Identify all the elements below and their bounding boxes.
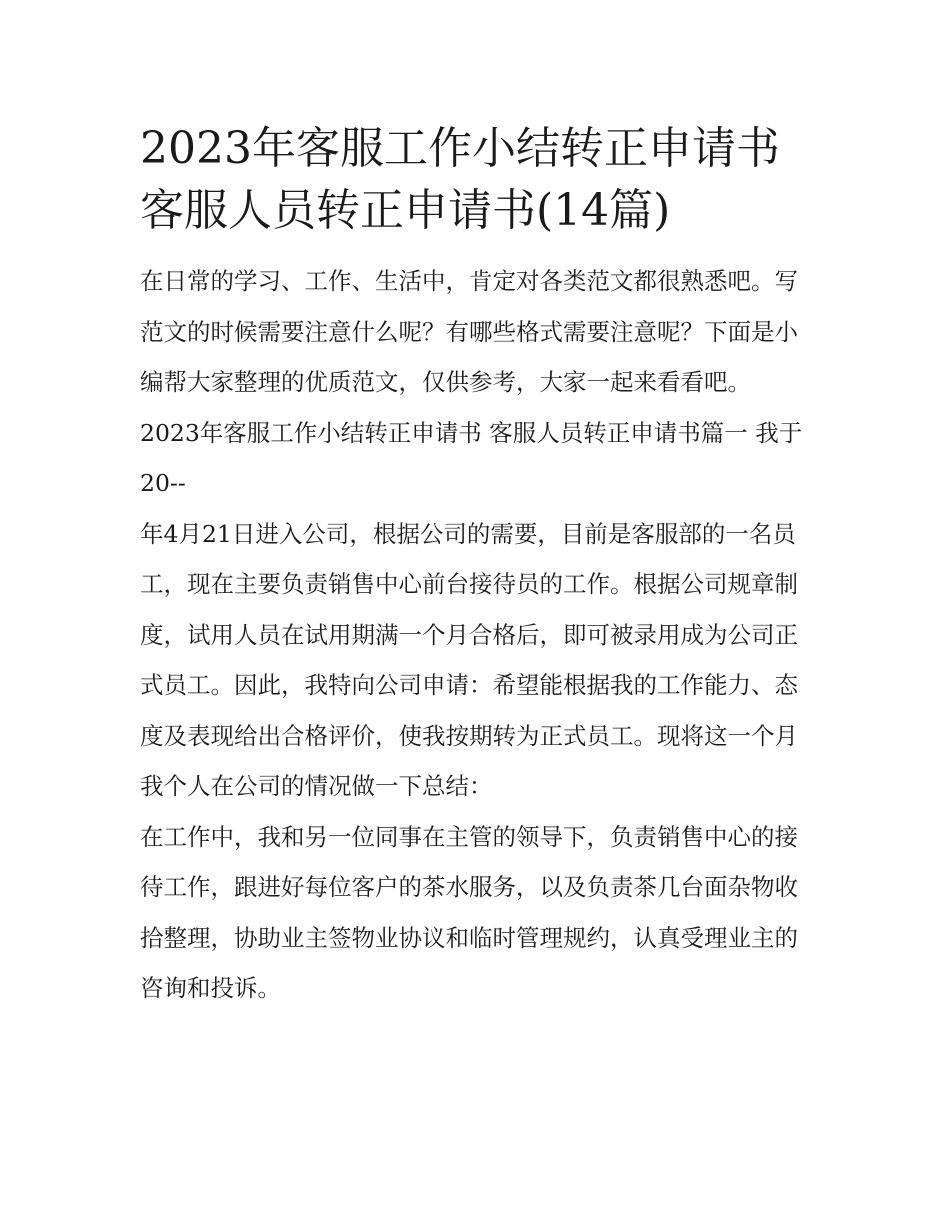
document-title: 2023年客服工作小结转正申请书 客服人员转正申请书(14篇) [140,123,780,236]
document-page [140,118,812,1014]
body-paragraph: 在工作中，我和另一位同事在主管的领导下，负责销售中心的接待工作，跟进好每位客户的茶水服务，以及负责茶几台面杂物收拾整理，协助业主签物业协议和临时管理规约，认真受理业主的咨询和投诉。 [140,822,798,1002]
section-heading-paragraph: 2023年客服工作小结转正申请书 客服人员转正申请书篇一 我于20-- [140,418,803,497]
body-paragraph: 年4月21日进入公司，根据公司的需要，目前是客服部的一名员工，现在主要负责销售中心前台接待员的工作。根据公司规章制度，试用人员在试用期满一个月合格后，即可被录用成为公司正式员工。因此，我特向公司申请：希望能根据我的工作能力、态度及表现给出合格评价，使我按期转为正式员工。现将这一个月我个人在公司的情况做一下总结： [140,519,798,800]
intro-paragraph: 在日常的学习、工作、生活中，肯定对各类范文都很熟悉吧。写范文的时候需要注意什么呢？有哪些格式需要注意呢？下面是小编帮大家整理的优质范文，仅供参考，大家一起来看看吧。 [140,267,798,396]
